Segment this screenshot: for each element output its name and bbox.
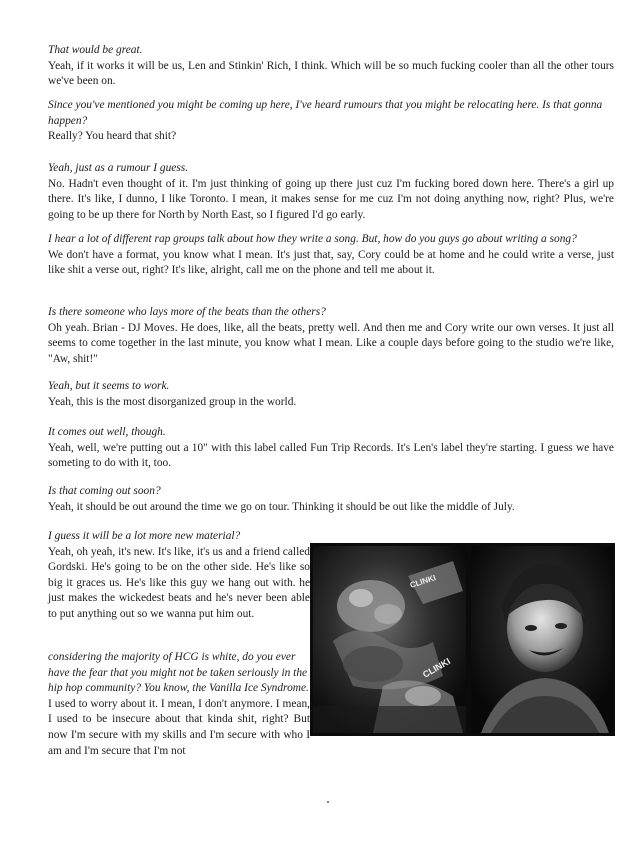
question: Is there someone who lays more of the beats than the others? (48, 306, 326, 318)
toy-label-1: CLINKI (408, 573, 437, 590)
answer: Yeah, it should be out around the time we go on tour. Thinking it should be out like the middle of July. (48, 500, 515, 513)
qa-block (48, 232, 614, 279)
answer: Yeah, this is the most disorganized group in the world. (48, 395, 297, 408)
question: Yeah, but it seems to work. (48, 380, 170, 392)
answer: Yeah, if it works it will be us, Len and Stinkin' Rich, I think. Which will be so much fucking cooler than all the other tours we've been on. (48, 59, 614, 88)
answer: No. Hadn't even thought of it. I'm just thinking of going up there just cuz I'm fucking bored down here. There's a girl up there. It's like, I dunno, I like Toronto. I mean, it makes sense for me cuz I'm not doing anything now, right? Plus, we're going to be up there for North by North East, so I figured I'd go early. (48, 177, 614, 221)
qa-block (48, 98, 614, 145)
question: Since you've mentioned you might be coming up here, I've heard rumours that you might be relocating here. Is that gonna happen? (48, 99, 603, 127)
answer: Yeah, oh yeah, it's new. It's like, it's us and a friend called Gordski. He's going to be on the other side. He's like so big it graces us. He's like this guy we hang out with. he just makes the wickedest beats and he's never been able to put anything out so we wanna put him out. (48, 545, 310, 620)
toy-figures-photo (313, 546, 466, 733)
question: Is that coming out soon? (48, 485, 161, 497)
qa-block (48, 650, 310, 759)
scan-speck (327, 801, 329, 803)
question: That would be great. (48, 44, 143, 56)
qa-block (48, 484, 614, 515)
portrait-photo (471, 546, 612, 733)
answer: I used to worry about it. I mean, I don't anymore. I mean, I used to be insecure about that kinda shit, right? But now I'm secure with my skills and I'm secure with who I am and I'm secure that I'm not (48, 697, 310, 757)
answer: Oh yeah. Brian - DJ Moves. He does, like, all the beats, pretty well. And then me and Cory write our own verses. It just all seems to come together in the last minute, you know what I mean. Like a couple days before going to the studio we're like, "Aw, shit!" (48, 321, 614, 365)
answer: Yeah, well, we're putting out a 10" with this label called Fun Trip Records. It's Len's label they're starting. I guess we have someting to do with it, too. (48, 441, 614, 470)
qa-block (48, 425, 614, 472)
qa-block (48, 305, 614, 367)
toy-label-2: CLINKI (421, 656, 452, 680)
answer: We don't have a format, you know what I mean. It's just that, say, Cory could be at home and he could write a verse, just like shit a verse out, right? It's like, alright, call me on the phone and tell me about it. (48, 248, 614, 277)
qa-block (48, 43, 614, 90)
question: I hear a lot of different rap groups talk about how they write a song. But, how do you guys go about writing a song? (48, 233, 577, 245)
question: Yeah, just as a rumour I guess. (48, 162, 189, 174)
qa-block (48, 161, 614, 223)
photo-panel (310, 543, 615, 736)
answer: Really? You heard that shit? (48, 130, 177, 143)
question: considering the majority of HCG is white, do you ever have the fear that you might not be taken seriously in the hip hop community? You know, the Vanilla Ice Syndrome. (48, 651, 309, 695)
question: It comes out well, though. (48, 426, 166, 438)
qa-block (48, 379, 614, 410)
question: I guess it will be a lot more new material? (48, 530, 241, 542)
